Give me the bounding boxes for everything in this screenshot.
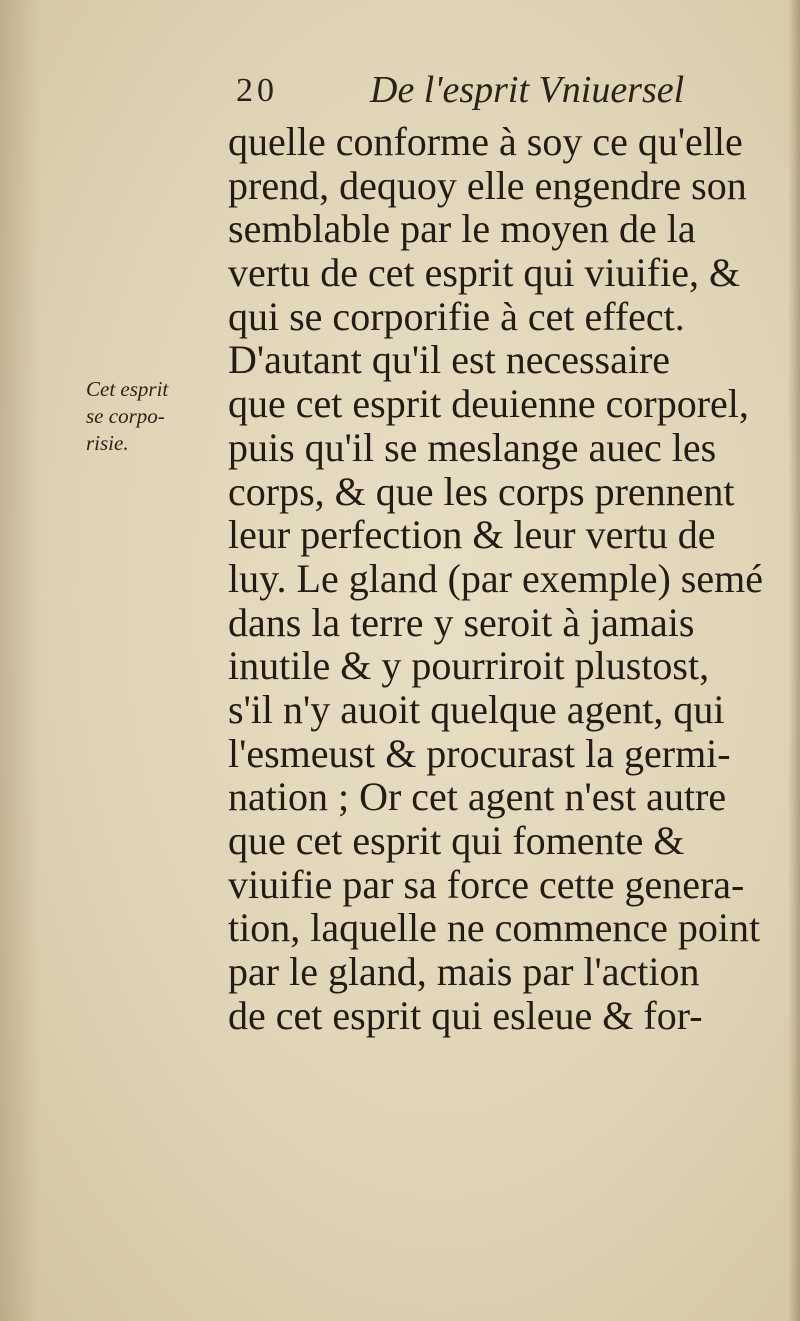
text-line: nation ; Or cet agent n'est autre	[228, 774, 727, 820]
text-line: vertu de cet esprit qui viuifie, &	[228, 250, 741, 296]
text-line: s'il n'y auoit quelque agent, qui	[228, 686, 725, 732]
text-line: que cet esprit deuienne corporel,	[228, 381, 749, 427]
text-line: leur perfection & leur vertu de	[228, 512, 716, 558]
margin-note-line: risie.	[86, 431, 129, 455]
text-line: luy. Le gland (par exemple) semé	[228, 555, 763, 601]
body-text	[228, 120, 788, 1037]
text-line: tion, laquelle ne commence point	[228, 905, 761, 951]
text-line: dans la terre y seroit à jamais	[228, 599, 695, 645]
text-line: de cet esprit qui esleue & for-	[228, 992, 703, 1038]
text-line: D'autant qu'il est necessaire	[228, 337, 671, 383]
text-line: inutile & y pourriroit plustost,	[228, 643, 710, 689]
page-number: 20	[236, 72, 278, 109]
margin-note-line: se corpo-	[86, 404, 165, 428]
text-line: par le gland, mais par l'action	[228, 949, 700, 995]
text-line: viuifie par sa force cette genera-	[228, 861, 745, 907]
text-line: l'esmeust & procurast la germi-	[228, 730, 731, 776]
text-line: prend, dequoy elle engendre son	[228, 162, 747, 208]
page-edge-shadow	[788, 0, 800, 1321]
text-line: semblable par le moyen de la	[228, 206, 696, 252]
text-line: qui se corporifie à cet effect.	[228, 293, 685, 339]
running-title: De l'esprit Vniuersel	[370, 69, 685, 111]
gutter-shadow	[0, 0, 40, 1321]
margin-note-line: Cet esprit	[86, 377, 169, 401]
running-header	[232, 68, 772, 112]
text-line: puis qu'il se meslange auec les	[228, 424, 717, 470]
text-line: quelle conforme à soy ce qu'elle	[228, 119, 743, 164]
text-line: que cet esprit qui fomente &	[228, 818, 685, 863]
margin-note	[86, 376, 236, 457]
text-line: corps, & que les corps prennent	[228, 468, 735, 514]
